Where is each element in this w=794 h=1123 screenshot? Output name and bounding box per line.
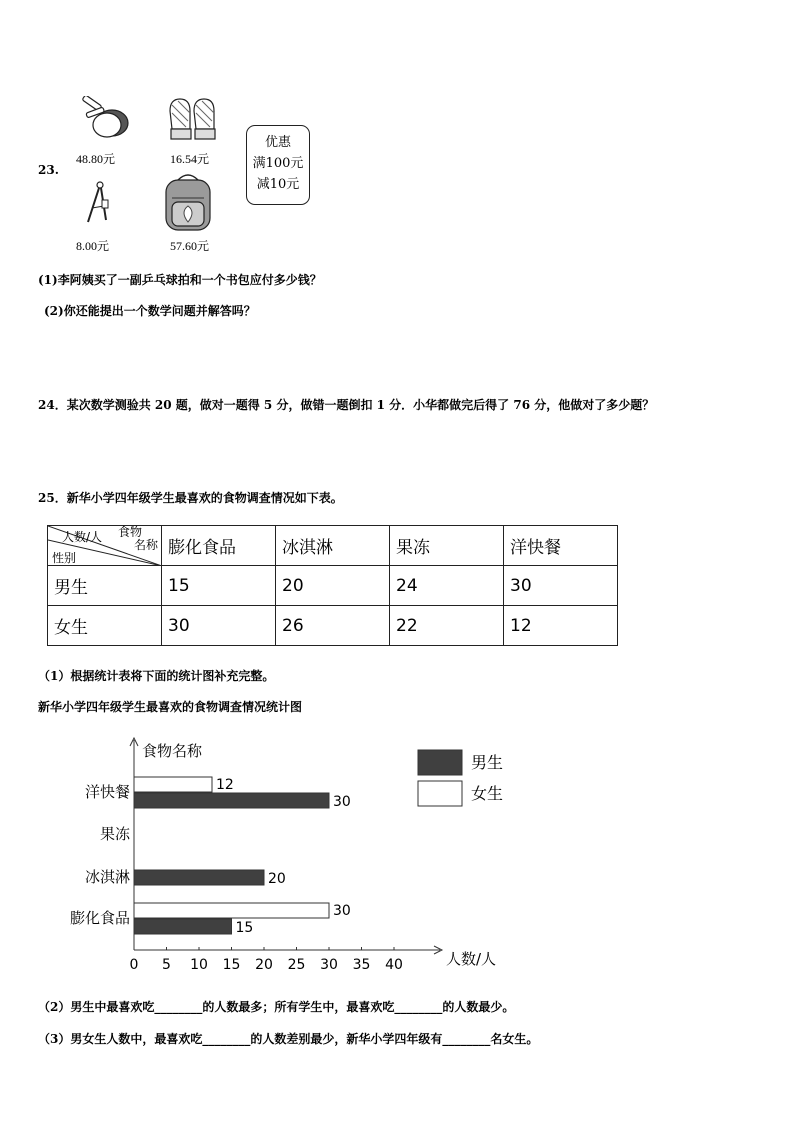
- legend-swatch: [418, 750, 462, 775]
- q23-sub2: (2)你还能提出一个数学问题并解答吗？: [44, 304, 256, 318]
- table-cell: 12: [504, 606, 618, 646]
- q24-text: 24．某次数学测验共 20 题，做对一题得 5 分，做错一题倒扣 1 分．小华都做完后得了 76 分，他做对了多少题？: [38, 398, 655, 412]
- promo-box: [246, 125, 310, 205]
- chart-heading: 新华小学四年级学生最喜欢的食物调查情况统计图: [38, 700, 303, 714]
- category-label: 洋快餐: [84, 783, 130, 801]
- mittens-price: 16.54元: [170, 152, 210, 166]
- x-tick-label: 30: [320, 957, 338, 973]
- mittens-icon: [164, 97, 220, 143]
- data-label: 30: [333, 903, 351, 919]
- x-axis-title: 人数/人: [446, 950, 497, 968]
- x-tick-label: 15: [222, 957, 241, 973]
- col-header-icecream: 冰淇淋: [276, 526, 390, 566]
- data-label: 20: [268, 871, 286, 887]
- survey-table: [47, 525, 618, 646]
- corner-label-gender: 性别: [52, 551, 77, 565]
- corner-label-name: 名称: [134, 538, 159, 552]
- table-cell: 15: [162, 566, 276, 606]
- bar-boys: [134, 919, 232, 934]
- data-label: 30: [333, 794, 351, 810]
- table-row: [48, 566, 618, 606]
- bar-boys: [134, 793, 329, 808]
- x-tick-label: 25: [287, 957, 306, 973]
- x-tick-label: 35: [352, 957, 371, 973]
- paddle-price: 48.80元: [76, 152, 116, 166]
- table-row: [48, 606, 618, 646]
- compass-icon: [82, 180, 112, 226]
- q23-number: 23.: [38, 163, 59, 177]
- bar-girls: [134, 777, 212, 792]
- x-tick-label: 20: [255, 957, 273, 973]
- q23-sub1: (1)李阿姨买了一副乒乓球拍和一个书包应付多少钱？: [38, 273, 322, 287]
- table-header-row: [48, 526, 618, 566]
- q25-sub1: （1）根据统计表将下面的统计图补充完整。: [38, 669, 275, 683]
- promo-title: 优惠: [264, 135, 291, 150]
- table-cell: 30: [162, 606, 276, 646]
- table-cell: 30: [504, 566, 618, 606]
- bar-girls: [134, 903, 329, 918]
- table-cell: 20: [276, 566, 390, 606]
- promo-discount: 减10元: [256, 177, 300, 192]
- legend-label: 女生: [471, 784, 504, 803]
- bar-chart: [0, 730, 794, 980]
- x-tick-label: 5: [162, 957, 171, 973]
- table-cell: 26: [276, 606, 390, 646]
- backpack-icon: [160, 170, 216, 234]
- x-tick-label: 10: [190, 957, 208, 973]
- legend-label: 男生: [471, 753, 504, 772]
- corner-label-food: 食物: [118, 525, 143, 539]
- category-label: 冰淇淋: [84, 868, 130, 886]
- table-cell: 24: [390, 566, 504, 606]
- category-label: 果冻: [99, 825, 130, 843]
- table-cell: 22: [390, 606, 504, 646]
- q25-sub2: （2）男生中最喜欢吃________的人数最多；所有学生中，最喜欢吃________的人数最少。: [38, 1000, 515, 1014]
- ping-pong-paddle-icon: [76, 96, 132, 142]
- corner-label-count: 人数/人: [62, 530, 103, 544]
- bar-boys: [134, 870, 264, 885]
- y-axis-title: 食物名称: [142, 742, 203, 760]
- row-label-boys: 男生: [48, 566, 162, 606]
- legend-swatch: [418, 781, 462, 806]
- data-label: 12: [216, 777, 234, 793]
- data-label: 15: [235, 920, 254, 936]
- x-tick-label: 0: [129, 957, 139, 973]
- q25-intro: 25．新华小学四年级学生最喜欢的食物调查情况如下表。: [38, 491, 343, 505]
- x-tick-label: 40: [385, 957, 403, 973]
- col-header-jelly: 果冻: [390, 526, 504, 566]
- row-label-girls: 女生: [48, 606, 162, 646]
- col-header-fastfood: 洋快餐: [504, 526, 618, 566]
- q25-sub3: （3）男女生人数中，最喜欢吃________的人数差别最少，新华小学四年级有________名女生。: [38, 1032, 539, 1046]
- promo-condition: 满100元: [252, 156, 304, 171]
- compass-price: 8.00元: [76, 239, 110, 253]
- category-label: 膨化食品: [69, 909, 130, 927]
- backpack-price: 57.60元: [170, 239, 210, 253]
- col-header-puffed: 膨化食品: [162, 526, 276, 566]
- table-corner-cell: [48, 526, 162, 566]
